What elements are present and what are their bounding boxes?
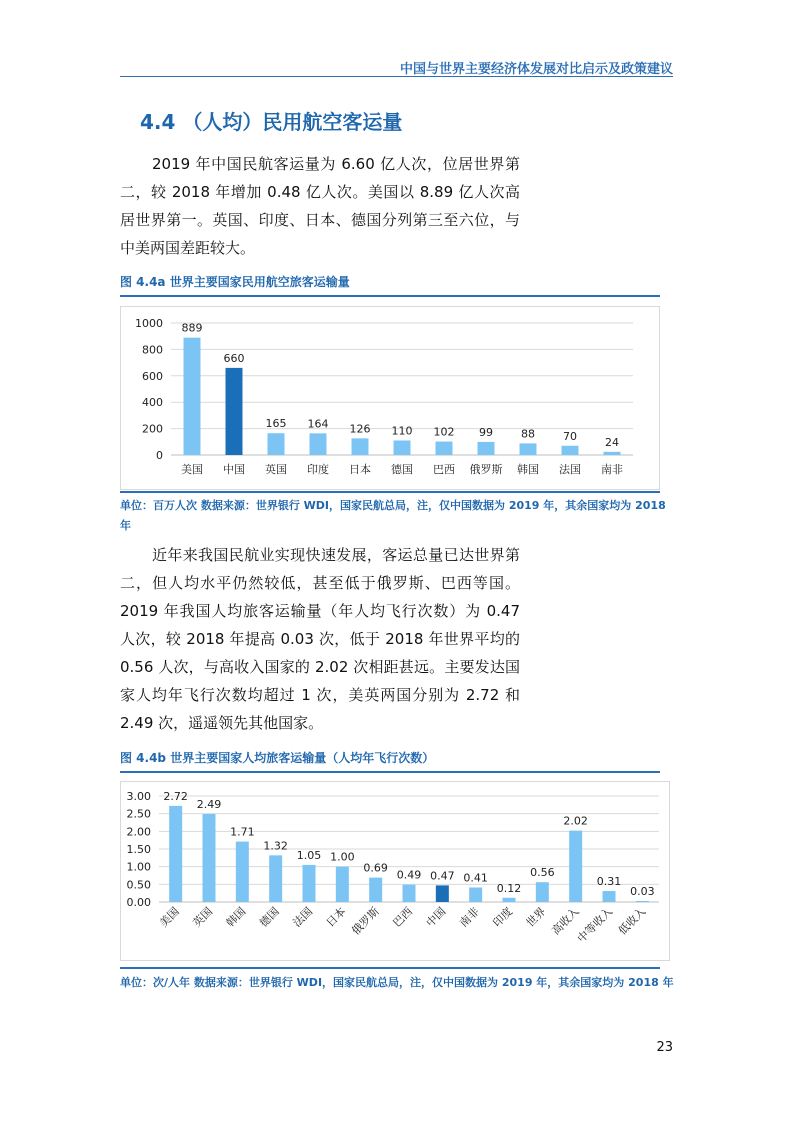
- x-tick-label: 英国: [265, 463, 287, 476]
- bar-俄罗斯: [369, 878, 382, 902]
- bar-韩国: [236, 842, 249, 902]
- bar-中国: [226, 368, 243, 455]
- data-label: 0.31: [596, 875, 622, 889]
- header-rule: [120, 76, 673, 77]
- x-tick-label: 德国: [257, 904, 282, 930]
- data-label: 102: [433, 425, 455, 439]
- data-label: 70: [563, 429, 577, 443]
- y-tick-label: 1.50: [126, 843, 151, 856]
- bar-印度: [503, 898, 516, 902]
- x-tick-label: 日本: [323, 904, 349, 930]
- bar-英国: [203, 814, 216, 902]
- x-tick-label: 巴西: [390, 904, 416, 930]
- x-tick-label: 印度: [307, 463, 329, 476]
- figure-a-title: 图 4.4a 世界主要国家民用航空旅客运输量: [120, 275, 350, 289]
- bar-南非: [604, 452, 621, 455]
- figure-a-bottom-rule: [120, 491, 660, 493]
- figure-a-svg: [121, 307, 659, 489]
- x-tick-label: 高收入: [549, 904, 582, 938]
- bar-法国: [303, 865, 316, 902]
- figure-b-chart: [120, 781, 670, 961]
- figure-b-svg: [121, 782, 669, 960]
- data-label: 660: [223, 351, 245, 365]
- data-label: 889: [181, 321, 203, 335]
- data-label: 0.69: [363, 861, 388, 875]
- x-tick-label: 英国: [190, 904, 216, 930]
- data-label: 2.49: [196, 798, 222, 812]
- bar-巴西: [436, 442, 453, 455]
- bar-英国: [268, 433, 285, 455]
- data-label: 110: [391, 424, 413, 438]
- y-tick-label: 200: [142, 422, 163, 436]
- data-label: 24: [605, 435, 619, 449]
- x-tick-label: 韩国: [517, 463, 539, 476]
- y-tick-label: 1.00: [126, 860, 151, 874]
- data-label: 164: [307, 417, 329, 431]
- y-tick-label: 1000: [135, 317, 163, 330]
- section-title: 4.4 （人均）民用航空客运量: [140, 110, 403, 134]
- paragraph-2-text: 近年来我国民航业实现快速发展，客运总量已达世界第二，但人均水平仍然较低，甚至低于俄罗斯、巴西等国。2019 年我国人均旅客运输量（年人均飞行次数）为 0.47 人次，较 2018 年提高 0.03 次，低于 2018 年世界平均的 0.56 人次，与高收入国家的 2.02 次相距甚远。主要发达国家人均年飞行次数均超过 1 次，美英两国分别为 2.72 和 2.49 次，遥遥领先其他国家。: [120, 546, 520, 732]
- bar-日本: [352, 438, 369, 455]
- bar-韩国: [520, 443, 537, 455]
- running-header: 中国与世界主要经济体发展对比启示及政策建议: [399, 62, 673, 77]
- data-label: 1.32: [263, 839, 288, 853]
- x-tick-label: 南非: [457, 904, 482, 930]
- data-label: 0.41: [463, 871, 488, 885]
- bar-印度: [310, 433, 327, 455]
- paragraph-2: [120, 541, 520, 737]
- bar-低收入: [636, 901, 649, 902]
- y-tick-label: 0.00: [126, 896, 151, 909]
- data-label: 0.56: [530, 866, 555, 880]
- x-tick-label: 法国: [290, 904, 316, 930]
- figure-b-bottom-rule: [120, 967, 660, 969]
- bar-中等收入: [603, 891, 616, 902]
- figure-b-source: 单位：次/人年 数据来源：世界银行 WDI，国家民航总局，注，仅中国数据为 2019 年，其余国家均为 2018 年: [120, 976, 674, 989]
- x-tick-label: 俄罗斯: [469, 463, 503, 476]
- data-label: 1.05: [296, 848, 322, 862]
- y-tick-label: 800: [142, 343, 163, 357]
- bar-德国: [394, 440, 411, 455]
- figure-a-chart: [120, 306, 660, 490]
- y-tick-label: 0.50: [126, 878, 151, 892]
- figure-b-rule: [120, 771, 660, 773]
- x-tick-label: 日本: [349, 463, 371, 476]
- y-tick-label: 2.00: [126, 825, 151, 839]
- data-label: 0.12: [496, 881, 522, 895]
- figure-b-title: 图 4.4b 世界主要国家人均旅客运输量（人均年飞行次数）: [120, 751, 435, 765]
- data-label: 0.47: [430, 869, 455, 883]
- y-tick-label: 3.00: [126, 790, 151, 803]
- y-tick-label: 0: [156, 449, 163, 462]
- x-tick-label: 美国: [181, 463, 203, 476]
- bar-日本: [336, 867, 349, 902]
- bar-高收入: [569, 831, 582, 902]
- data-label: 99: [479, 425, 493, 439]
- x-tick-label: 南非: [601, 463, 623, 476]
- bar-法国: [562, 446, 579, 455]
- bar-美国: [184, 338, 201, 455]
- data-label: 1.00: [330, 850, 355, 864]
- data-label: 88: [521, 427, 535, 441]
- x-tick-label: 巴西: [433, 463, 455, 476]
- data-label: 0.49: [396, 868, 422, 882]
- x-tick-label: 低收入: [615, 904, 649, 938]
- figure-a-source: 单位：百万人次 数据来源：世界银行 WDI，国家民航总局，注，仅中国数据为 2019 年，其余国家均为 2018 年: [120, 499, 666, 532]
- data-label: 2.02: [563, 814, 588, 828]
- x-tick-label: 德国: [391, 463, 413, 476]
- bar-俄罗斯: [478, 442, 495, 455]
- y-tick-label: 400: [142, 396, 163, 410]
- data-label: 165: [265, 417, 287, 431]
- x-tick-label: 中国: [423, 904, 449, 930]
- paragraph-1: [120, 150, 520, 262]
- bar-巴西: [403, 885, 416, 902]
- bar-南非: [469, 888, 482, 902]
- x-tick-label: 中国: [223, 463, 245, 476]
- data-label: 1.71: [230, 825, 255, 839]
- data-label: 0.03: [630, 884, 655, 898]
- y-tick-label: 2.50: [126, 807, 151, 821]
- bar-美国: [169, 806, 182, 902]
- figure-a-rule: [120, 295, 660, 297]
- x-tick-label: 印度: [490, 904, 516, 930]
- bar-世界: [536, 882, 549, 902]
- data-label: 126: [349, 422, 371, 436]
- x-tick-label: 俄罗斯: [349, 904, 382, 938]
- x-tick-label: 韩国: [223, 904, 249, 930]
- x-tick-label: 美国: [157, 904, 182, 930]
- x-tick-label: 世界: [523, 904, 549, 930]
- x-tick-label: 法国: [559, 463, 581, 476]
- bar-中国: [436, 885, 449, 902]
- bar-德国: [269, 855, 282, 902]
- data-label: 2.72: [163, 789, 188, 803]
- x-tick-label: 中等收入: [574, 904, 616, 946]
- paragraph-1-text: 2019 年中国民航客运量为 6.60 亿人次，位居世界第二，较 2018 年增加 0.48 亿人次。美国以 8.89 亿人次高居世界第一。英国、印度、日本、德国分列第三至六位，与中美两国差距较大。: [120, 155, 520, 257]
- page-number: 23: [656, 1040, 673, 1055]
- y-tick-label: 600: [142, 369, 163, 383]
